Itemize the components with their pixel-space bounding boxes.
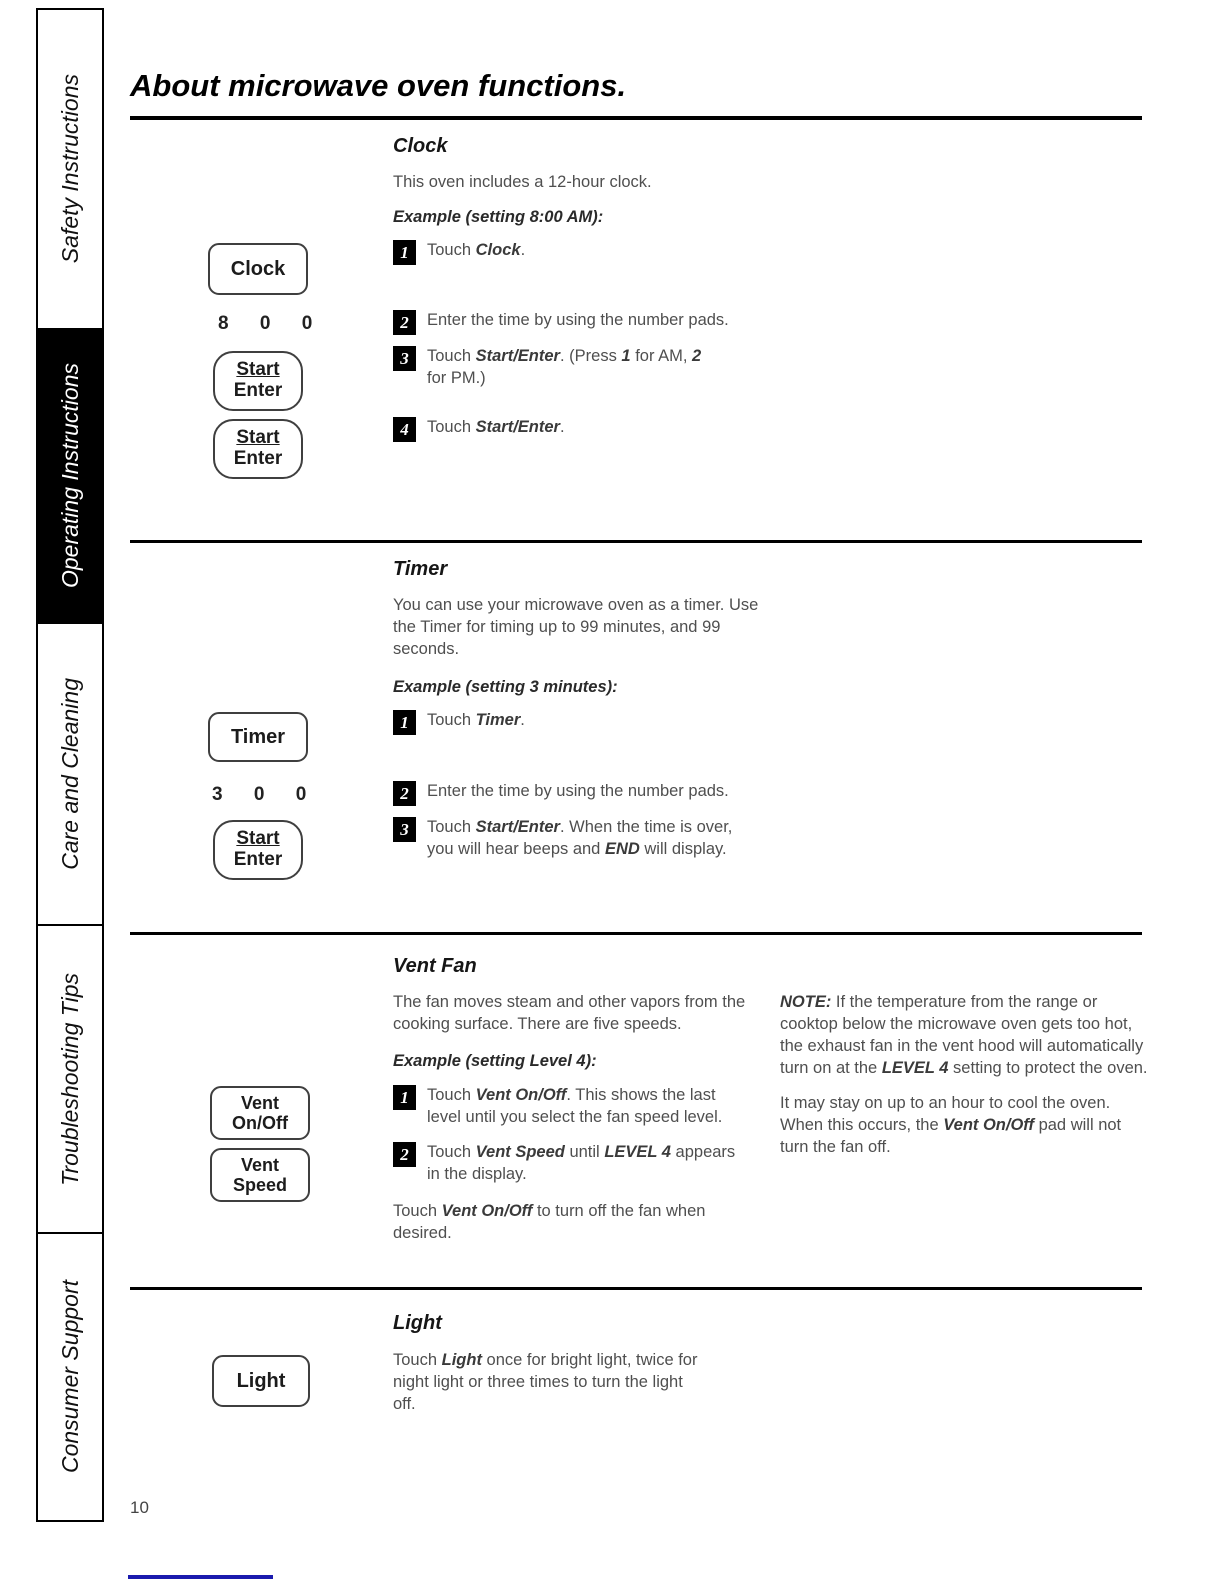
step <box>393 710 753 735</box>
step-number: 1 <box>393 1085 416 1110</box>
step-text: Touch Vent Speed until LEVEL 4 appears in the display. <box>427 1143 736 1183</box>
clock-example-label: Example (setting 8:00 AM): <box>393 208 604 226</box>
start-label: Start <box>236 359 280 381</box>
page-title: About microwave oven functions. <box>130 68 627 103</box>
clock-pad-illustration <box>208 243 308 295</box>
step-number: 2 <box>393 781 416 806</box>
footer-link-line[interactable] <box>128 1575 273 1579</box>
enter-label: Enter <box>233 380 283 401</box>
step-text: Touch Clock. <box>427 241 526 259</box>
timer-pad-label: Timer <box>230 725 286 748</box>
step-text: Touch Start/Enter. When the time is over, you will hear beeps and END will display. <box>427 818 733 858</box>
vent-speed-line1: Vent <box>240 1154 279 1175</box>
step <box>393 817 768 861</box>
start-label: Start <box>236 427 280 449</box>
section-divider <box>130 540 1142 543</box>
enter-label: Enter <box>233 849 283 870</box>
timer-example-label: Example (setting 3 minutes): <box>393 678 618 696</box>
sidebar <box>36 8 104 1522</box>
step <box>393 346 723 390</box>
light-pad-illustration <box>212 1355 310 1407</box>
step <box>393 1142 753 1186</box>
vent-onoff-line1: Vent <box>240 1092 279 1113</box>
light-pad-label: Light <box>236 1369 286 1392</box>
timer-intro: You can use your microwave oven as a timer. Use the Timer for timing up to 99 minutes, and 99 seconds. <box>393 596 759 658</box>
vent-onoff-pad-illustration <box>210 1086 310 1140</box>
step-number: 2 <box>393 310 416 335</box>
clock-intro: This oven includes a 12-hour clock. <box>393 173 652 191</box>
vent-note-column <box>780 992 1148 1159</box>
step-number: 2 <box>393 1142 416 1167</box>
vent-outro: Touch Vent On/Off to turn off the fan when desired. <box>393 1202 706 1242</box>
start-enter-pad-illustration <box>213 820 303 880</box>
start-enter-pad-illustration <box>213 419 303 479</box>
enter-label: Enter <box>233 448 283 469</box>
step-text: Enter the time by using the number pads. <box>427 311 729 329</box>
clock-pad-label: Clock <box>230 257 286 280</box>
step-number: 3 <box>393 817 416 842</box>
section-divider <box>130 1287 1142 1290</box>
step <box>393 310 763 335</box>
step <box>393 781 763 806</box>
vent-note-2: It may stay on up to an hour to cool the oven. When this occurs, the Vent On/Off pad will not turn the fan off. <box>780 1093 1122 1156</box>
step <box>393 1085 758 1129</box>
section-heading-vent-fan: Vent Fan <box>393 955 477 977</box>
clock-digits-illustration: 8 0 0 <box>218 313 326 334</box>
sidebar-item-label: Operating Instructions <box>56 363 83 589</box>
step-text: Touch Start/Enter. <box>427 418 565 436</box>
vent-intro: The fan moves steam and other vapors from the cooking surface. There are five speeds. <box>393 993 746 1033</box>
start-enter-pad-illustration <box>213 351 303 411</box>
page-number: 10 <box>130 1498 149 1517</box>
vent-example-label: Example (setting Level 4): <box>393 1052 597 1070</box>
step-text: Touch Timer. <box>427 711 525 729</box>
step <box>393 417 753 442</box>
sidebar-item-troubleshooting-tips <box>36 924 104 1234</box>
step-number: 1 <box>393 240 416 265</box>
step-text: Touch Vent On/Off. This shows the last level until you select the fan speed level. <box>427 1086 723 1126</box>
section-heading-light: Light <box>393 1312 442 1334</box>
light-text: Touch Light once for bright light, twice for night light or three times to turn the light off. <box>393 1351 698 1413</box>
section-heading-clock: Clock <box>393 135 448 157</box>
timer-digits-illustration: 3 0 0 <box>212 784 320 805</box>
sidebar-item-safety-instructions <box>36 8 104 330</box>
vent-speed-pad-illustration <box>210 1148 310 1202</box>
sidebar-item-care-and-cleaning <box>36 622 104 926</box>
vent-note-1: NOTE: If the temperature from the range or cooktop below the microwave oven gets too hot, the exhaust fan in the vent hood will automatically turn on at the LEVEL 4 setting to protect the oven. <box>780 993 1148 1077</box>
step-number: 3 <box>393 346 416 371</box>
sidebar-item-operating-instructions <box>36 328 104 624</box>
step-text: Touch Start/Enter. (Press 1 for AM, 2 for PM.) <box>427 347 702 387</box>
section-divider <box>130 932 1142 935</box>
step-number: 4 <box>393 417 416 442</box>
sidebar-item-consumer-support <box>36 1232 104 1522</box>
step <box>393 240 753 265</box>
sidebar-item-label: Consumer Support <box>56 1280 83 1474</box>
step-text: Enter the time by using the number pads. <box>427 782 729 800</box>
step-number: 1 <box>393 710 416 735</box>
vent-onoff-line2: On/Off <box>232 1113 288 1133</box>
section-heading-timer: Timer <box>393 558 448 580</box>
sidebar-item-label: Safety Instructions <box>56 74 83 264</box>
sidebar-item-label: Troubleshooting Tips <box>56 972 83 1186</box>
vent-speed-line2: Speed <box>232 1175 288 1195</box>
title-rule <box>130 116 1142 120</box>
start-label: Start <box>236 828 280 850</box>
sidebar-item-label: Care and Cleaning <box>56 678 83 870</box>
timer-pad-illustration <box>208 712 308 762</box>
